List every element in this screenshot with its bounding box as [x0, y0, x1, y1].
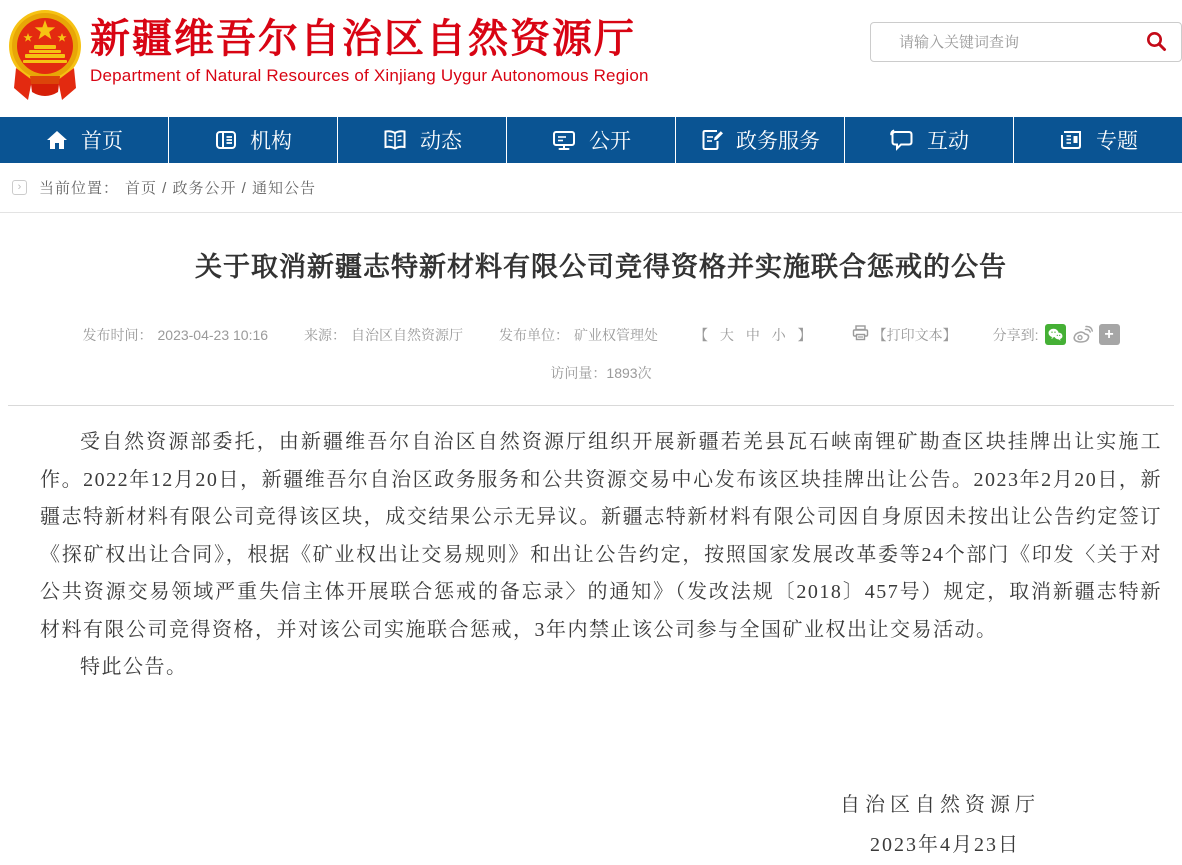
- article-title: 关于取消新疆志特新材料有限公司竞得资格并实施联合惩戒的公告: [195, 252, 1007, 282]
- nav-item-label: 专题: [1096, 130, 1138, 153]
- print-button[interactable]: [852, 325, 957, 345]
- nav-item-label: 公开: [589, 130, 631, 153]
- article-body: [40, 424, 1162, 687]
- publish-time: [83, 325, 269, 345]
- share-more-icon[interactable]: +: [1099, 324, 1120, 345]
- nav-item-disclosure[interactable]: [507, 117, 676, 163]
- meta-divider: [8, 405, 1174, 406]
- breadcrumb: [0, 163, 1182, 213]
- site-search: [870, 22, 1182, 62]
- font-size-control[interactable]: 【 大 中 小 】: [694, 326, 816, 343]
- publish-unit-value: 矿业权管理处: [574, 326, 659, 343]
- printer-icon: [852, 325, 869, 344]
- publish-time-value: 2023-04-23 10:16: [157, 326, 269, 343]
- newspaper-icon: [1058, 128, 1084, 152]
- share-weibo-icon[interactable]: [1072, 324, 1093, 345]
- publish-unit-label: 发布单位：: [499, 326, 570, 343]
- article-source: [304, 325, 463, 345]
- signature-org: 自治区自然资源厅: [840, 793, 1040, 816]
- brand-text: [90, 8, 649, 86]
- nav-item-home[interactable]: [0, 117, 169, 163]
- signature-date: 2023年4月23日: [870, 833, 1020, 856]
- article-paragraph: 特此公告。: [80, 656, 188, 678]
- visits-value: 1893次: [606, 365, 652, 381]
- breadcrumb-label: 当前位置：: [39, 180, 120, 197]
- news-book-icon: [382, 128, 408, 152]
- visits-label: 访问量：: [550, 365, 607, 381]
- share-group: [993, 324, 1120, 345]
- search-icon: [1145, 30, 1167, 55]
- share-label: 分享到:: [992, 326, 1039, 343]
- service-edit-icon: [700, 128, 724, 152]
- site-header: [0, 0, 1182, 117]
- nav-item-topics[interactable]: [1014, 117, 1182, 163]
- nav-item-label: 互动: [927, 130, 969, 153]
- nav-item-label: 首页: [81, 130, 123, 153]
- article-meta: [40, 324, 1162, 345]
- search-button[interactable]: [1139, 30, 1181, 55]
- breadcrumb-arrow-icon: ›: [12, 180, 27, 195]
- monitor-icon: [551, 128, 577, 152]
- breadcrumb-path[interactable]: 首页 / 政务公开 / 通知公告: [125, 180, 317, 197]
- home-icon: [45, 128, 69, 152]
- print-label: 【打印文本】: [872, 326, 957, 343]
- nav-item-news[interactable]: [338, 117, 507, 163]
- nav-item-organization[interactable]: [169, 117, 338, 163]
- article-container: [0, 213, 1182, 865]
- nav-item-interaction[interactable]: [845, 117, 1014, 163]
- search-input[interactable]: [871, 34, 1139, 51]
- publish-time-label: 发布时间：: [82, 326, 153, 343]
- article-paragraph: 受自然资源部委托，由新疆维吾尔自治区自然资源厅组织开展新疆若羌县瓦石峡南锂矿勘查区块挂牌出让实施工作。2022年12月20日，新疆维吾尔自治区政务服务和公共资源交易中心发布该区块挂牌出让公告。2023年2月20日，新疆志特新材料有限公司竞得该区块，成交结果公示无异议。新疆志特新材料有限公司因自身原因未按出让公告约定签订《探矿权出让合同》，根据《矿业权出让交易规则》和出让公告约定，按照国家发展改革委等24个部门《印发〈关于对公共资源交易领域严重失信主体开展联合惩戒的备忘录〉的通知》（发改法规〔2018〕457号）规定，取消新疆志特新材料有限公司竞得资格，并对该公司实施联合惩戒，3年内禁止该公司参与全国矿业权出让交易活动。: [40, 431, 1162, 641]
- site-brand: [8, 8, 649, 111]
- article-signature: [40, 785, 1162, 865]
- national-emblem-icon: [8, 8, 90, 111]
- organization-icon: [214, 128, 238, 152]
- nav-item-label: 动态: [420, 130, 462, 153]
- site-subtitle: Department of Natural Resources of Xinjiang Uygur Autonomous Region: [90, 66, 649, 85]
- visits-row: [40, 363, 1162, 383]
- nav-item-label: 机构: [250, 130, 292, 153]
- site-title: 新疆维吾尔自治区自然资源厅: [90, 17, 636, 61]
- share-wechat-icon[interactable]: [1045, 324, 1066, 345]
- main-nav: [0, 117, 1182, 163]
- source-value: 自治区自然资源厅: [351, 326, 464, 343]
- source-label: 来源：: [304, 326, 347, 343]
- publish-unit: [499, 325, 658, 345]
- chat-bubble-icon: [889, 128, 915, 152]
- nav-item-services[interactable]: [676, 117, 845, 163]
- nav-item-label: 政务服务: [736, 130, 820, 153]
